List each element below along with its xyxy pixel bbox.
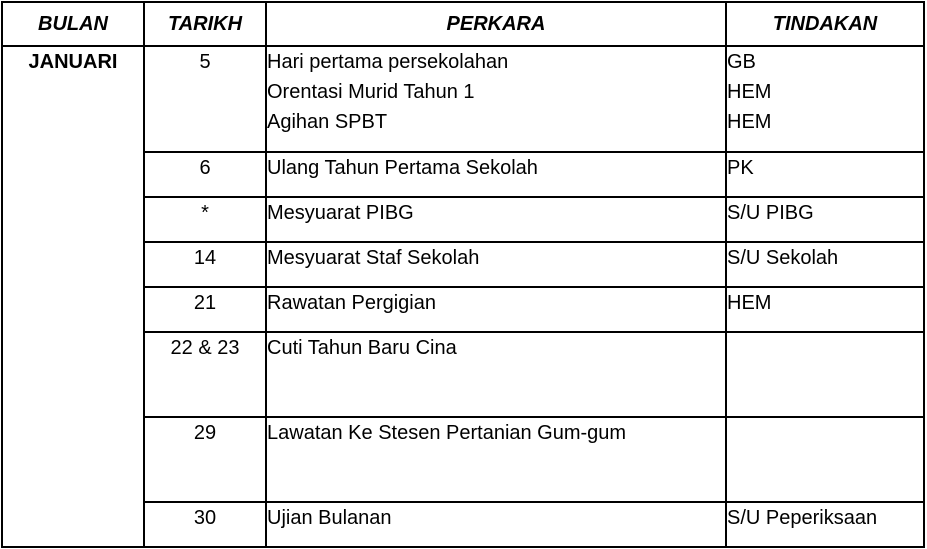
header-perkara: PERKARA xyxy=(266,2,726,46)
tindakan-cell xyxy=(726,197,924,242)
tarikh-cell: 30 xyxy=(144,502,266,547)
month-cell: JANUARI xyxy=(2,46,144,547)
perkara-line: Orentasi Murid Tahun 1 xyxy=(267,81,475,103)
perkara-cell xyxy=(266,242,726,287)
perkara-cell xyxy=(266,152,726,197)
perkara-line: Cuti Tahun Baru Cina xyxy=(267,337,457,359)
tindakan-cell xyxy=(726,242,924,287)
perkara-cell xyxy=(266,502,726,547)
table-body xyxy=(2,46,924,547)
perkara-line: Lawatan Ke Stesen Pertanian Gum-gum xyxy=(267,422,627,444)
perkara-line: Mesyuarat PIBG xyxy=(267,202,414,224)
tindakan-line: HEM xyxy=(727,292,772,314)
tindakan-line: PK xyxy=(727,157,754,179)
tindakan-line: GB xyxy=(727,51,756,73)
schedule-table xyxy=(1,1,925,548)
header-tarikh: TARIKH xyxy=(144,2,266,46)
tindakan-cell xyxy=(726,417,924,502)
tindakan-cell xyxy=(726,332,924,417)
perkara-cell xyxy=(266,417,726,502)
table-row xyxy=(2,46,924,152)
tarikh-cell: 6 xyxy=(144,152,266,197)
header-tindakan: TINDAKAN xyxy=(726,2,924,46)
tindakan-line: S/U Sekolah xyxy=(727,247,839,269)
tindakan-line: HEM xyxy=(727,111,772,133)
tindakan-cell xyxy=(726,152,924,197)
tindakan-line: S/U PIBG xyxy=(727,202,814,224)
tarikh-cell: * xyxy=(144,197,266,242)
perkara-cell xyxy=(266,197,726,242)
perkara-line: Hari pertama persekolahan xyxy=(267,51,509,73)
tindakan-cell xyxy=(726,46,924,152)
tindakan-cell xyxy=(726,502,924,547)
tarikh-cell: 29 xyxy=(144,417,266,502)
perkara-line: Agihan SPBT xyxy=(267,111,388,133)
header-row xyxy=(2,2,924,46)
perkara-cell xyxy=(266,287,726,332)
tarikh-cell: 22 & 23 xyxy=(144,332,266,417)
tarikh-cell: 5 xyxy=(144,46,266,152)
tindakan-line: S/U Peperiksaan xyxy=(727,507,878,529)
tindakan-line: HEM xyxy=(727,81,772,103)
perkara-line: Ujian Bulanan xyxy=(267,507,392,529)
tarikh-cell: 14 xyxy=(144,242,266,287)
perkara-cell xyxy=(266,46,726,152)
perkara-line: Rawatan Pergigian xyxy=(267,292,436,314)
header-bulan: BULAN xyxy=(2,2,144,46)
perkara-cell xyxy=(266,332,726,417)
tindakan-cell xyxy=(726,287,924,332)
tarikh-cell: 21 xyxy=(144,287,266,332)
perkara-line: Mesyuarat Staf Sekolah xyxy=(267,247,480,269)
perkara-line: Ulang Tahun Pertama Sekolah xyxy=(267,157,538,179)
